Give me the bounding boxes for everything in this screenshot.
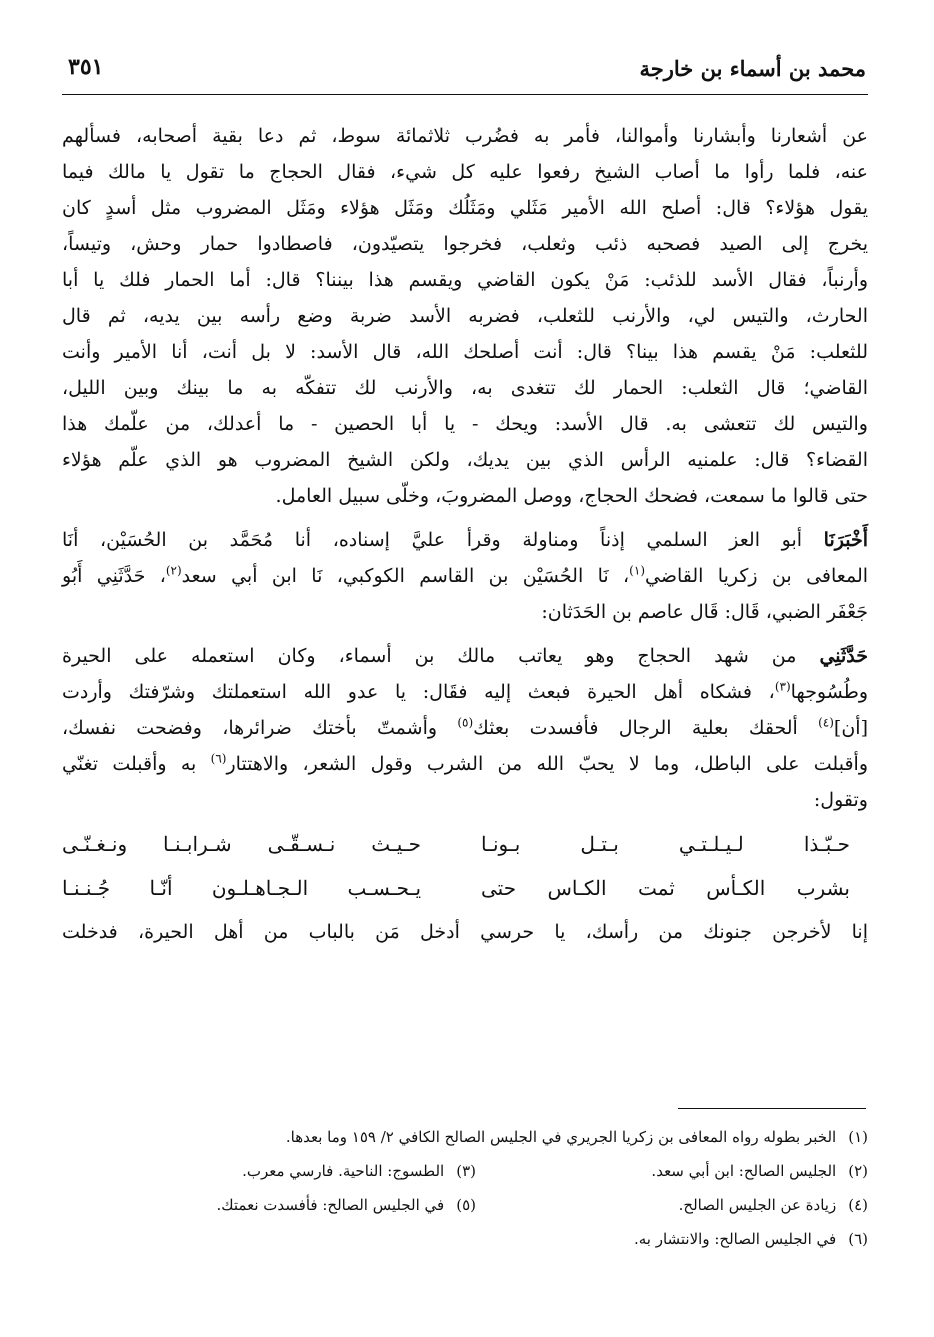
text-line: للثعلب: مَنْ يقسم هذا بينا؟ قال: أنت أصلحك الله، قال الأسد: لا بل أنت، أنا الأمير وأنت: [62, 341, 868, 363]
report-lead-word: حَدَّثَنِي: [819, 645, 869, 667]
verse-first-hemistich: بشرب الكـأس ثمت الكـاس حتى: [481, 876, 850, 900]
isnad-lead-word: أَخْبَرَنَا: [823, 529, 868, 551]
text-line: حَدَّثَنِي من شهد الحجاج وهو يعاتب مالك بن أسماء، وكان استعمله على الحيرة: [62, 645, 869, 667]
footnote-ref-3[interactable]: (٣): [774, 679, 791, 694]
text-line: وطُسُوجها$^{(٣)}$، فشكاه أهل الحيرة فبعث إليه فقَال: يا عدو الله استعملتك وشرّفتك وأردت: [62, 679, 868, 703]
verse-second-hemistich: حـيـث نـسـقّـى شـرابـنـا ونـغـنّـى: [62, 832, 422, 856]
text-line: وتقول:: [813, 789, 868, 811]
footnote-row: [62, 1222, 868, 1256]
paragraph-story: [62, 118, 868, 514]
text-line: حتى قالوا ما سمعت، فضحك الحجاج، ووصل المضروبَ، وخلّى سبيل العامل.: [275, 485, 868, 507]
footnote-ref-4[interactable]: (٤): [818, 715, 834, 730]
footnote-row: [62, 1188, 868, 1222]
footnote-rule: [678, 1108, 866, 1109]
footnote-ref-5[interactable]: (٥): [457, 715, 474, 730]
footnote-row: [62, 1120, 868, 1154]
footnote-6: (٦)في الجليس الصالح: والانتشار به.: [633, 1230, 868, 1248]
main-text: [62, 118, 868, 950]
text-line: القاضي؛ قال الثعلب: الحمار لك تتغدى به، والأرنب لك تتفكّه به ما بينك وبين الليل،: [62, 377, 868, 399]
text-line: وأقبلت على الباطل، وما لا يحبّ الله من الشرب وقول الشعر، والاهتتار$^{(٦)}$ به وأقبلت تغنّي: [62, 751, 868, 775]
footnote-4: (٤)زيادة عن الجليس الصالح.: [678, 1196, 868, 1214]
text-line: إنا لأخرجن جنونك من رأسك، يا حرسي أدخل مَن بالباب من أهل الحيرة، فدخلت: [62, 921, 868, 943]
text-line: يخرج إلى الصيد فصحبه ذئب وثعلب، فخرجوا يتصيّدون، فاصطادوا حمار وحش، وتيساً،: [62, 233, 868, 255]
verse-second-hemistich: يـحـسـب الـجـاهـلـون أنّـا جُـنـنـا: [62, 876, 422, 900]
footnote-2: (٢)الجليس الصالح: ابن أبي سعد.: [651, 1162, 868, 1180]
text-line: عن أشعارنا وأبشارنا وأموالنا، فأمر به فضُرب ثلاثمائة سوط، ثم دعا بقية أصحابه، فسألهم: [62, 125, 868, 147]
verse-first-hemistich: حـبّـذا لـيـلـتـي بـتـل بـونـا: [481, 832, 850, 856]
poem: [62, 822, 868, 910]
footnote-5: (٥)في الجليس الصالح: فأفسدت نعمتك.: [216, 1196, 476, 1214]
paragraph-isnad: [62, 522, 868, 630]
running-header: [62, 50, 866, 90]
poem-verse: [62, 822, 868, 866]
text-line: الحارث، والتيس لي، والأرنب للثعلب، فضربه الأسد ضربة وضع رأسه بين يديه، ثم قال: [62, 305, 868, 327]
header-rule: [62, 94, 868, 95]
text-line: المعافى بن زكريا القاضي$^{(١)}$، نَا الحُسَيْن بن القاسم الكوكبي، نَا ابن أبي سعد$^{(٢)}$، حَدَّثَنِي أَبُو: [62, 563, 869, 587]
text-line: والتيس لك تتعشى به. قال الأسد: ويحك - يا أبا الحصين - ما أعدلك، من علّمك هذا: [62, 413, 868, 435]
text-line: جَعْفَر الضبي، قَال: قَال عاصم بن الحَدَثان:: [541, 601, 868, 623]
footnotes: [62, 1120, 868, 1256]
footnote-ref-2[interactable]: (٢): [165, 563, 182, 578]
text-line: [أن]$^{(٤)}$ ألحقك بعلية الرجال فأفسدت بعثك$^{(٥)}$ وأشمتّ بأختك ضرائرها، وفضحت نفسك،: [62, 715, 868, 739]
text-line: وأرنباً، فقال الأسد للذئب: مَنْ يكون القاضي ويقسم هذا بيننا؟ قال: أما الحمار فلك يا أبا: [62, 269, 868, 291]
page-number: ٣٥١: [68, 54, 104, 80]
text-line: يقول هؤلاء؟ قال: أصلح الله الأمير مَثَلي ومَثَلُك ومَثَل هؤلاء ومَثَل المضروب مثل أسدٍ كان: [62, 197, 868, 219]
paragraph-report: [62, 638, 868, 818]
text-line: عنه، فلما رأوا ما أصاب الشيخ رفعوا عليه كل شيء، فقال الحجاج ما تقول يا مالك فيما: [62, 161, 868, 183]
footnote-1: (١)الخبر بطوله رواه المعافى بن زكريا الجريري في الجليس الصالح الكافي ٢/ ١٥٩ وما بعدها.: [285, 1128, 868, 1146]
text-line: أَخْبَرَنَا أبو العز السلمي إذناً ومناولة وقرأ عليَّ إسناده، أنا مُحَمَّد بن الحُسَيْن، أنَا: [62, 529, 868, 551]
footnote-ref-6[interactable]: (٦): [210, 751, 227, 766]
text-line: القضاء؟ قال: علمنيه الرأس الذي بين يديك، ولكن الشيخ المضروب هو الذي علّم هؤلاء: [62, 449, 868, 471]
footnote-ref-1[interactable]: (١): [629, 563, 645, 578]
running-title: محمد بن أسماء بن خارجة: [639, 56, 866, 81]
poem-verse: [62, 866, 868, 910]
footnote-3: (٣)الطسوج: الناحية. فارسي معرب.: [242, 1162, 476, 1180]
footnote-row: [62, 1154, 868, 1188]
